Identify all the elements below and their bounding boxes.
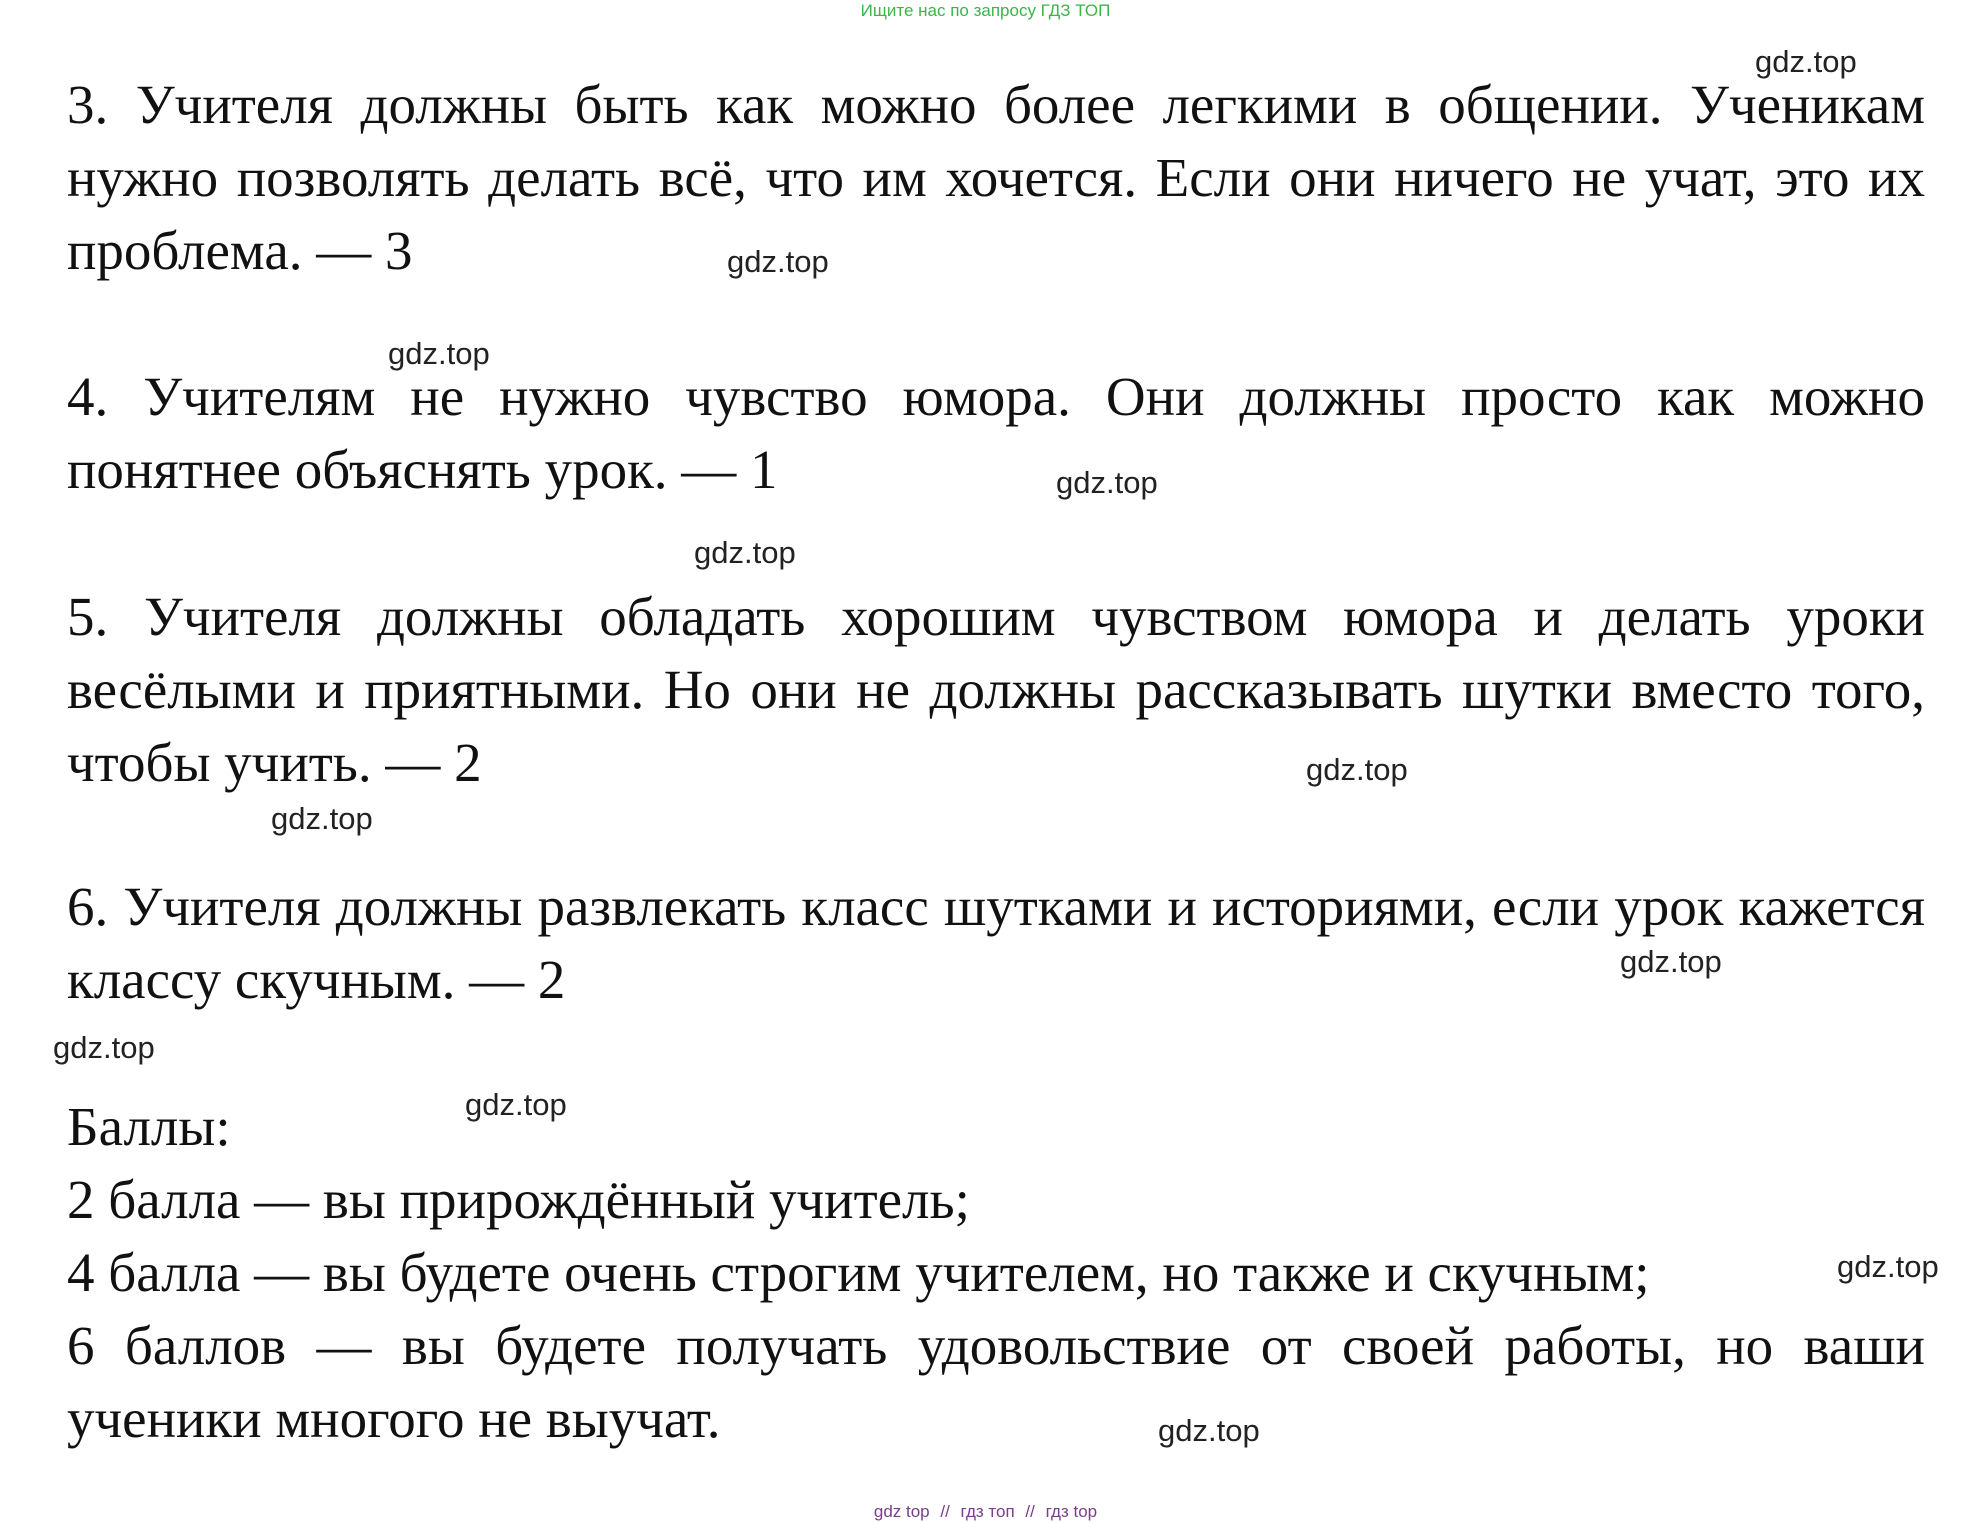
watermark: gdz.top (1755, 44, 1857, 79)
watermark: gdz.top (1306, 752, 1408, 787)
answer-item-6: 6. Учителя должны развлекать класс шутками и историями, если урок кажется классу скучным. — 2 (67, 876, 1925, 1010)
footer-separator: // (940, 1502, 950, 1521)
score-line-4: 4 балла — вы будете очень строгим учителем, но также и скучным; (67, 1242, 1650, 1303)
watermark: gdz.top (1837, 1249, 1939, 1284)
watermark: gdz.top (1620, 944, 1722, 979)
watermark: gdz.top (465, 1087, 567, 1122)
footer-link[interactable]: gdz top (873, 1502, 930, 1521)
search-banner[interactable]: Ищите нас по запросу ГДЗ ТОП (860, 1, 1111, 20)
answer-item-5: 5. Учителя должны обладать хорошим чувством юмора и делать уроки весёлыми и приятными. Но они не должны рассказывать шутки вместо того, чтобы учить. — 2 (67, 586, 1925, 793)
footer-link[interactable]: гдз топ (960, 1502, 1015, 1521)
answer-item-3: 3. Учителя должны быть как можно более легкими в общении. Ученикам нужно позволять делать всё, что им хочется. Если они ничего не учат, это их проблема. — 3 (67, 74, 1925, 281)
footer-separator: // (1025, 1502, 1035, 1521)
score-line-2: 2 балла — вы прирождённый учитель; (67, 1169, 970, 1230)
answer-item-4: 4. Учителям не нужно чувство юмора. Они должны просто как можно понятнее объяснять урок. — 1 (67, 366, 1925, 500)
watermark: gdz.top (1056, 465, 1158, 500)
watermark: gdz.top (694, 535, 796, 570)
scores-heading: Баллы: (67, 1096, 231, 1157)
watermark: gdz.top (1158, 1413, 1260, 1448)
footer-link[interactable]: гдз top (1045, 1502, 1098, 1521)
score-line-6: 6 баллов — вы будете получать удовольствие от своей работы, но ваши ученики многого не выучат. (67, 1315, 1925, 1449)
watermark: gdz.top (727, 244, 829, 279)
footer-links (0, 1502, 1971, 1522)
watermark: gdz.top (388, 336, 490, 371)
watermark: gdz.top (271, 801, 373, 836)
watermark: gdz.top (53, 1030, 155, 1065)
